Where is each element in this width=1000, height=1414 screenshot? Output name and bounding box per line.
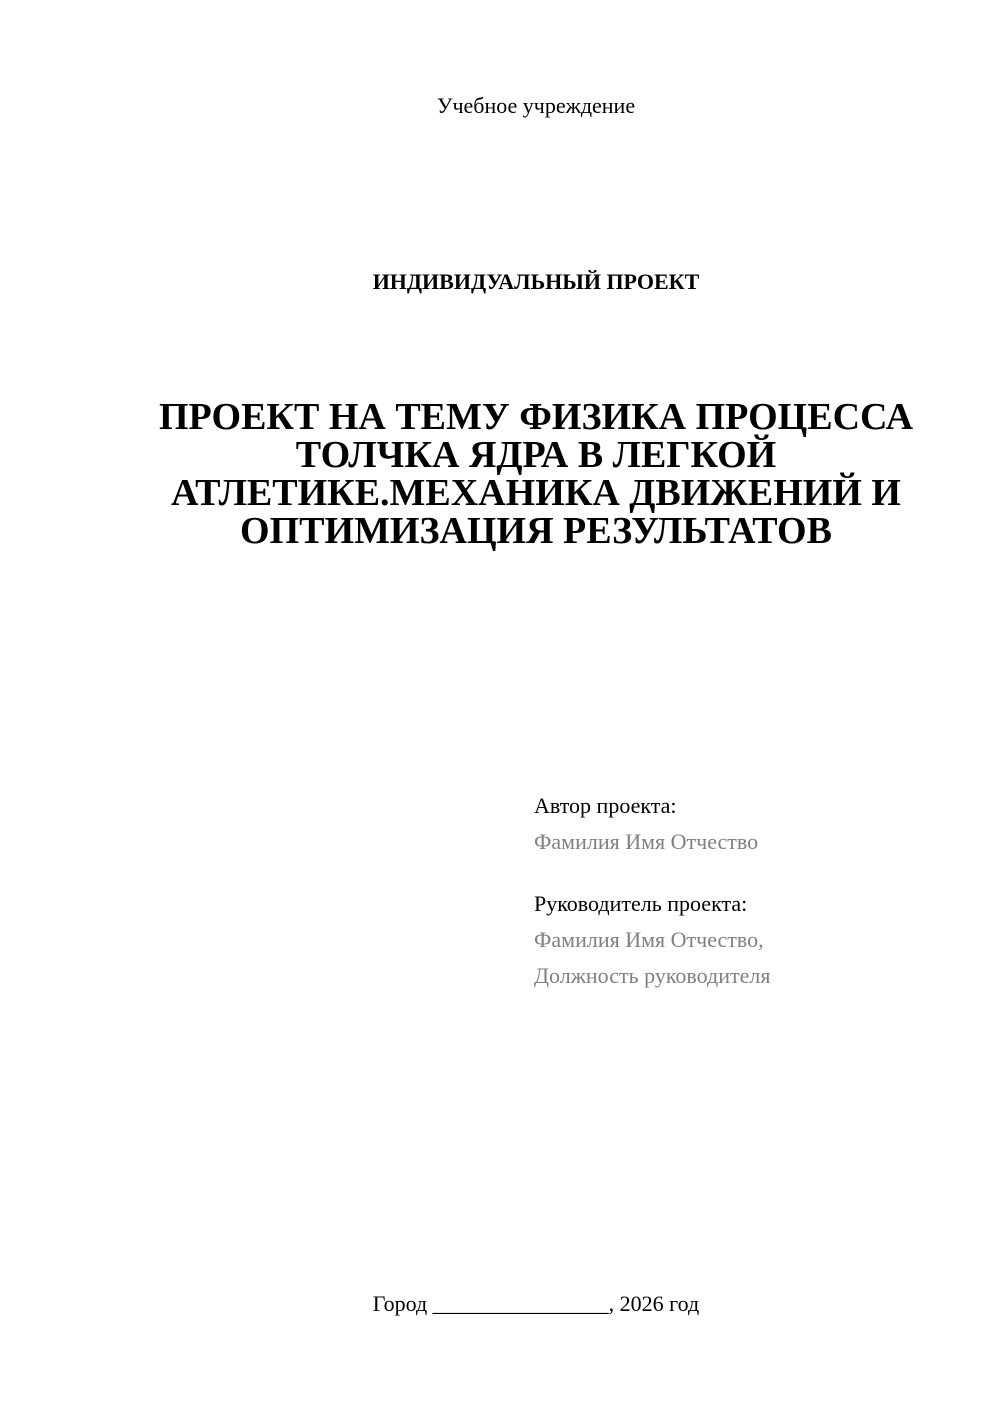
supervisor-position: Должность руководителя [534,963,771,988]
document-type: ИНДИВИДУАЛЬНЫЙ ПРОЕКТ [372,269,700,294]
project-title-line-1: ПРОЕКТ НА ТЕМУ ФИЗИКА ПРОЦЕССА [158,396,914,438]
credits-spacer [534,860,974,886]
project-title-line-2: ТОЛЧКА ЯДРА В ЛЕГКОЙ [295,434,777,476]
credits-block [534,788,974,994]
supervisor-label: Руководитель проекта: [534,891,748,916]
institution-name: Учебное учреждение [436,93,636,118]
project-title-line-4: ОПТИМИЗАЦИЯ РЕЗУЛЬТАТОВ [240,510,832,552]
author-name: Фамилия Имя Отчество [534,829,759,854]
project-title-line-3: АТЛЕТИКЕ.МЕХАНИКА ДВИЖЕНИЙ И [171,472,901,514]
project-title [130,398,942,550]
supervisor-name: Фамилия Имя Отчество, [534,927,764,952]
author-label: Автор проекта: [534,793,677,818]
city-year-line: Город ________________, 2026 год [372,1291,700,1316]
